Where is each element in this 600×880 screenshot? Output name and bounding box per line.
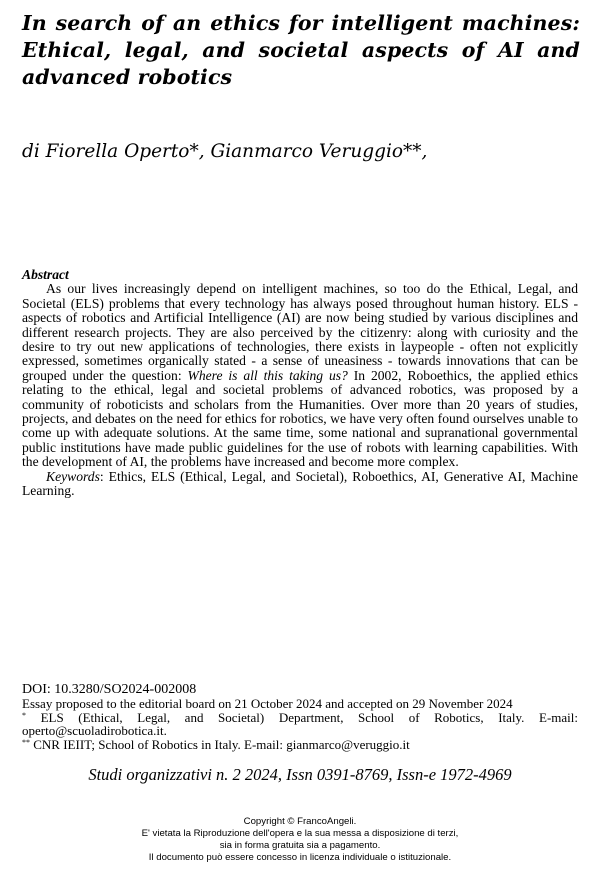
footnotes: [22, 683, 578, 751]
abstract-body: [22, 282, 578, 469]
abstract-text-part-2: In 2002, Roboethics, the applied ethics relating to the ethical, legal and societal problems of advanced robotics, was proposed by a community of roboticists and scholars from the Humanities. Over more than 20 years of studies, projects, and debates on the need for ethics for robotics, we have very often found ourselves unable to come up with adequate solutions. At the same time, some national and supranational governmental public institutions have made public guidelines for the use of robots with learning capabilities. With the development of AI, the problems have increased and become more complex.: [22, 367, 578, 470]
copyright-line-2: E' vietata la Riproduzione dell'opera e la sua messa a disposizione di terzi,: [141, 828, 459, 839]
footnote-2: [22, 738, 578, 751]
abstract-heading: Abstract: [22, 267, 69, 282]
journal-reference: Studi organizzativi n. 2 2024, Issn 0391-8769, Issn-e 1972-4969: [88, 765, 512, 784]
title-line-1: In search of an ethics for intelligent machines:: [22, 11, 580, 35]
keywords-list: : Ethics, ELS (Ethical, Legal, and Societal), Roboethics, AI, Generative AI, Machine Learning.: [22, 468, 578, 499]
footnote-1: [22, 711, 578, 738]
footnote-2-text: CNR IEIIT; School of Robotics in Italy. E-mail: gianmarco@veruggio.it: [30, 736, 410, 752]
abstract-section: [22, 268, 578, 499]
copyright-line-1: Copyright © FrancoAngeli.: [243, 816, 357, 827]
footnote-1-mark: *: [22, 710, 26, 720]
copyright-line-3: sia in forma gratuita sia a pagamento.: [219, 840, 381, 851]
title-line-3: advanced robotics: [22, 65, 233, 89]
authors: di Fiorella Operto*, Gianmarco Veruggio**,: [22, 141, 428, 162]
footnote-2-mark: **: [22, 737, 30, 747]
title-line-2: Ethical, legal, and societal aspects of AI and: [22, 38, 580, 62]
copyright-line-4: Il documento può essere concesso in licenza individuale o istituzionale.: [148, 852, 452, 863]
footnote-1-text: ELS (Ethical, Legal, and Societal) Department, School of Robotics, Italy. E-mail: operto@scuoladirobotica.it.: [22, 709, 578, 739]
keywords-label: Keywords: [46, 468, 100, 484]
essay-note: Essay proposed to the editorial board on 21 October 2024 and accepted on 29 November 2024: [22, 696, 513, 712]
abstract-text-part-1: As our lives increasingly depend on intelligent machines, so too do the Ethical, Legal, and Societal (ELS) problems that every technology has always posed throughout human history. ELS - aspects of robotics and Artificial Intelligence (AI) are now being studied by various disciplines and different research projects. They are also perceived by the citizenry: along with curiosity and the desire to try out new applications of technologies, there exists in laypeople - often not explicitly expressed, sometimes organically stated - a sense of uneasiness - towards innovations that can be grouped under the question:: [22, 281, 578, 383]
keywords: [22, 470, 578, 499]
copyright-notice: [0, 816, 600, 864]
paper-title: [22, 10, 580, 91]
doi: DOI: 10.3280/SO2024-002008: [22, 682, 197, 697]
abstract-question: Where is all this taking us?: [187, 367, 348, 383]
